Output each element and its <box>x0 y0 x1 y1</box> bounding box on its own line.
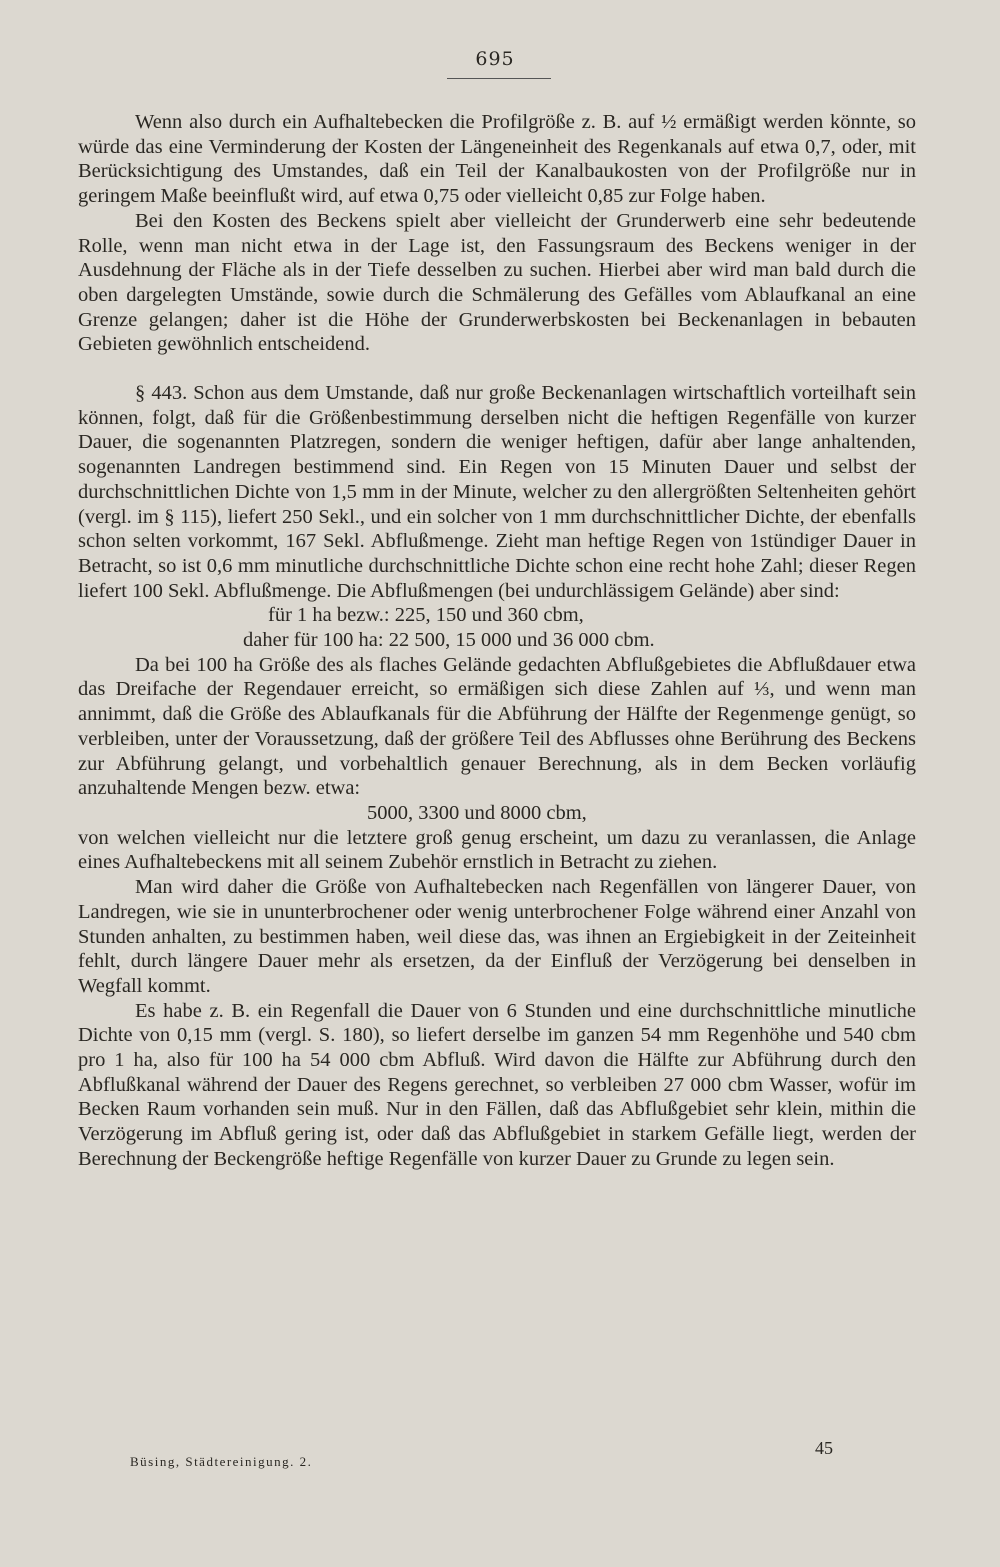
formula-line-1: für 1 ha bezw.: 225, 150 und 360 cbm, <box>268 604 584 627</box>
paragraph-6: Man wird daher die Größe von Aufhaltebecken nach Regenfällen von längerer Dauer, von Landregen, wie sie in ununterbrochener oder wenig unterbrochener Folge während einer Anzahl von Stunden anhalten, zu bestimmen haben, weil diese das, was ihnen an Ergiebigkeit in der Zeiteinheit fehlt, durch längere Dauer mehr als ersetzen, da der Einfluß der Verzögerung bei denselben in Wegfall kommt. <box>78 876 916 997</box>
formula-line-3: 5000, 3300 und 8000 cbm, <box>367 801 587 824</box>
formula-line-2: daher für 100 ha: 22 500, 15 000 und 36 000 cbm. <box>243 629 655 652</box>
paragraph-4: Da bei 100 ha Größe des als flaches Gelände gedachten Abflußgebietes die Abflußdauer etwa das Dreifache der Regendauer erreicht, so ermäßigen sich diese Zahlen auf ⅓, und wenn man annimmt, daß die Größe des Ablaufkanals für die Abführung der Hälfte der Regenmenge genügt, so verbleiben, unter der Voraussetzung, daß der größere Teil des Abflusses ohne Berührung des Beckens zur Abführung gelangt, und vorbehaltlich genauer Berechnung, als in dem Becken vorläufig anzuhaltende Mengen bezw. etwa: <box>78 653 916 800</box>
header-rule <box>447 78 551 79</box>
paragraph-7: Es habe z. B. ein Regenfall die Dauer von 6 Stunden und eine durchschnittliche minutliche Dichte von 0,15 mm (vergl. S. 180), so liefert derselbe im ganzen 54 mm Regenhöhe und 540 cbm pro 1 ha, also für 100 ha 54 000 cbm Abfluß. Wird davon die Hälfte zur Abführung durch den Abflußkanal während der Dauer des Regens gerechnet, so verbleiben 27 000 cbm Wasser, wofür im Becken Raum vorhanden sein muß. Nur in den Fällen, daß das Abflußgebiet sehr klein, mithin die Verzögerung im Abfluß gering ist, oder daß das Abflußgebiet in starkem Gefälle liegt, werden der Berechnung der Beckengröße heftige Regenfälle von kurzer Dauer zu Grunde zu legen sein. <box>78 999 916 1170</box>
paragraph-2: Bei den Kosten des Beckens spielt aber vielleicht der Grunderwerb eine sehr bedeutende Rolle, wenn man nicht etwa in der Lage ist, den Fassungsraum des Beckens weniger in der Ausdehnung der Fläche als in der Tiefe desselben zu suchen. Hierbei aber wird man bald durch die oben dargelegten Umstände, sowie durch die Schmälerung des Gefälles vom Ablaufkanal an eine Grenze gelangen; daher ist die Höhe der Grunderwerbskosten bei Beckenanlagen in bebauten Gebieten gewöhnlich entscheidend. <box>78 209 916 356</box>
paragraph-1: Wenn also durch ein Aufhaltebecken die Profilgröße z. B. auf ½ ermäßigt werden könnte, so würde das eine Verminderung der Kosten der Längeneinheit des Regenkanals auf etwa 0,7, oder, mit Berücksichtigung des Umstandes, daß ein Teil der Kanalbaukosten von der Profilgröße nur in geringem Maße beeinflußt wird, auf etwa 0,75 oder vielleicht 0,85 zur Folge haben. <box>78 111 916 208</box>
sheet-number: 45 <box>815 1438 833 1458</box>
paragraph-section-443: § 443. Schon aus dem Umstande, daß nur große Beckenanlagen wirtschaftlich vorteilhaft sein können, folgt, daß für die Größenbestimmung derselben nicht die heftigen Regenfälle von kurzer Dauer, die sogenannten Platzregen, sondern die weniger heftigen, dafür aber lange anhaltenden, sogenannten Landregen bestimmend sind. Ein Regen von 15 Minuten Dauer und selbst der durchschnittlichen Dichte von 1,5 mm in der Minute, welcher zu den allergrößten Seltenheiten gehört (vergl. im § 115), liefert 250 Sekl., und ein solcher von 1 mm durchschnittlicher Dichte, der ebenfalls schon selten vorkommt, 167 Sekl. Abflußmenge. Zieht man heftige Regen von 1stündiger Dauer in Betracht, so ist 0,6 mm minutliche durchschnittliche Dichte schon eine recht hohe Zahl; dieser Regen liefert 100 Sekl. Abflußmenge. Die Abflußmengen (bei undurchlässigem Gelände) aber sind: <box>78 382 916 602</box>
page-number: 695 <box>475 48 515 70</box>
footer-signature: Büsing, Städtereinigung. 2. <box>130 1454 313 1469</box>
body-text <box>78 110 916 1172</box>
paragraph-5: von welchen vielleicht nur die letztere groß genug erscheint, um dazu zu veranlassen, die Anlage eines Aufhaltebeckens mit all seinem Zubehör ernstlich in Betracht zu ziehen. <box>78 826 916 874</box>
